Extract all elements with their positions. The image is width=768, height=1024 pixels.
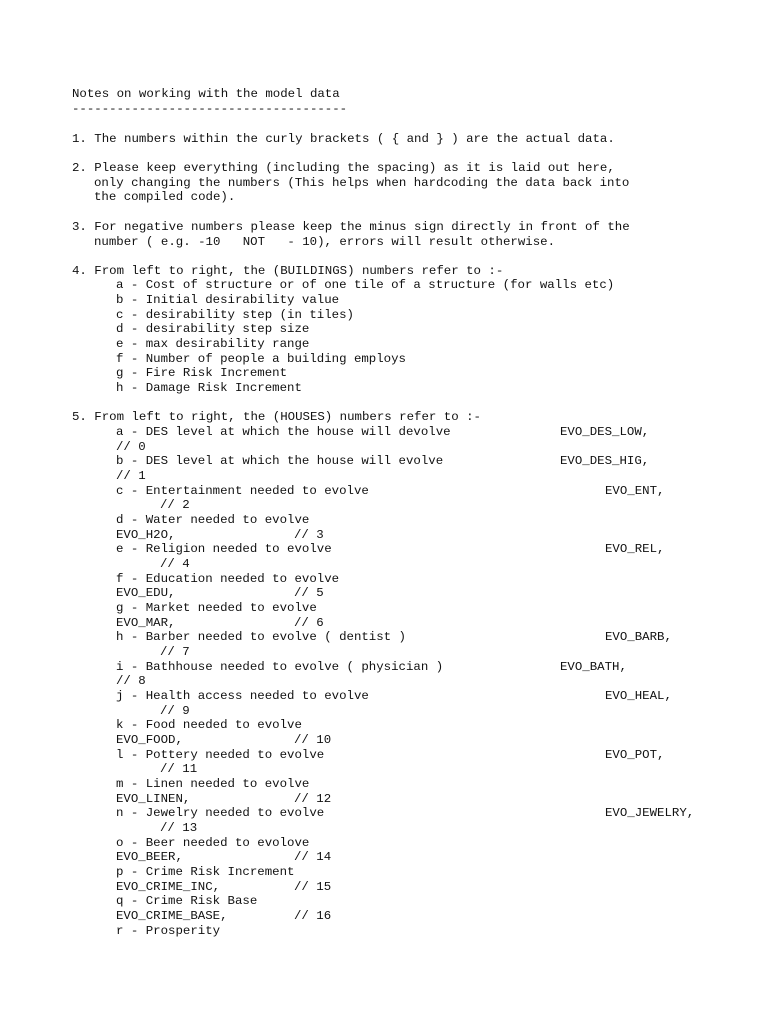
houses-item-c-code: EVO_ENT,: [605, 484, 665, 498]
houses-item-h-comment: // 7: [160, 645, 190, 659]
houses-item-l-desc: l - Pottery needed to evolve: [116, 748, 325, 762]
houses-item-e-desc: e - Religion needed to evolve: [116, 542, 332, 556]
houses-item-e-comment: // 4: [160, 557, 190, 571]
houses-item-q-code: EVO_CRIME_BASE,: [116, 909, 228, 923]
houses-item-j-comment: // 9: [160, 704, 190, 718]
houses-item-k-comment: // 10: [294, 733, 332, 747]
houses-item-f-comment: // 5: [294, 586, 324, 600]
houses-item-j-code: EVO_HEAL,: [605, 689, 672, 703]
houses-item-f-desc: f - Education needed to evolve: [116, 572, 340, 586]
houses-item-f-code: EVO_EDU,: [116, 586, 176, 600]
houses-item-n-desc: n - Jewelry needed to evolve: [116, 806, 325, 820]
buildings-item-h: h - Damage Risk Increment: [116, 381, 302, 395]
houses-item-j-desc: j - Health access needed to evolve: [116, 689, 369, 703]
note-4-heading: 4. From left to right, the (BUILDINGS) numbers refer to :-: [72, 264, 504, 278]
houses-item-g-code: EVO_MAR,: [116, 616, 176, 630]
buildings-item-a: a - Cost of structure or of one tile of a structure (for walls etc): [116, 278, 615, 292]
houses-item-i-desc: i - Bathhouse needed to evolve ( physician ): [116, 660, 444, 674]
houses-item-q-desc: q - Crime Risk Base: [116, 894, 258, 908]
houses-item-b-desc: b - DES level at which the house will evolve: [116, 454, 444, 468]
houses-item-p-desc: p - Crime Risk Increment: [116, 865, 295, 879]
title-underline: -------------------------------------: [72, 102, 348, 116]
buildings-item-b: b - Initial desirability value: [116, 293, 340, 307]
buildings-item-d: d - desirability step size: [116, 322, 310, 336]
houses-item-c-comment: // 2: [160, 498, 190, 512]
houses-item-d-desc: d - Water needed to evolve: [116, 513, 310, 527]
houses-item-n-comment: // 13: [160, 821, 198, 835]
buildings-item-c: c - desirability step (in tiles): [116, 308, 354, 322]
note-5-heading: 5. From left to right, the (HOUSES) numbers refer to :-: [72, 410, 481, 424]
note-2-line-1: 2. Please keep everything (including the spacing) as it is laid out here,: [72, 161, 615, 175]
houses-item-e-code: EVO_REL,: [605, 542, 665, 556]
note-2-line-2: only changing the numbers (This helps when hardcoding the data back into: [94, 176, 630, 190]
houses-item-b-code: EVO_DES_HIG,: [560, 454, 650, 468]
houses-item-i-code: EVO_BATH,: [560, 660, 627, 674]
document-title: Notes on working with the model data: [72, 87, 340, 101]
houses-item-g-comment: // 6: [294, 616, 324, 630]
buildings-item-f: f - Number of people a building employs: [116, 352, 406, 366]
houses-item-o-comment: // 14: [294, 850, 332, 864]
note-3-line-2: number ( e.g. -10 NOT - 10), errors will result otherwise.: [94, 235, 556, 249]
houses-item-i-comment: // 8: [116, 674, 146, 688]
houses-item-q-comment: // 16: [294, 909, 332, 923]
buildings-item-g: g - Fire Risk Increment: [116, 366, 288, 380]
houses-item-c-desc: c - Entertainment needed to evolve: [116, 484, 369, 498]
houses-item-o-code: EVO_BEER,: [116, 850, 183, 864]
houses-item-m-comment: // 12: [294, 792, 332, 806]
note-3-line-1: 3. For negative numbers please keep the minus sign directly in front of the: [72, 220, 630, 234]
houses-item-b-comment: // 1: [116, 469, 146, 483]
houses-item-h-desc: h - Barber needed to evolve ( dentist ): [116, 630, 406, 644]
houses-item-d-comment: // 3: [294, 528, 324, 542]
houses-item-g-desc: g - Market needed to evolve: [116, 601, 317, 615]
houses-item-h-code: EVO_BARB,: [605, 630, 672, 644]
houses-item-d-code: EVO_H2O,: [116, 528, 176, 542]
houses-item-m-desc: m - Linen needed to evolve: [116, 777, 310, 791]
houses-item-a-desc: a - DES level at which the house will devolve: [116, 425, 451, 439]
houses-item-n-code: EVO_JEWELRY,: [605, 806, 695, 820]
houses-item-a-code: EVO_DES_LOW,: [560, 425, 650, 439]
note-1: 1. The numbers within the curly brackets ( { and } ) are the actual data.: [72, 132, 615, 146]
houses-item-p-code: EVO_CRIME_INC,: [116, 880, 221, 894]
houses-item-l-code: EVO_POT,: [605, 748, 665, 762]
houses-item-a-comment: // 0: [116, 440, 146, 454]
houses-item-p-comment: // 15: [294, 880, 332, 894]
houses-item-m-code: EVO_LINEN,: [116, 792, 191, 806]
houses-item-k-desc: k - Food needed to evolve: [116, 718, 302, 732]
houses-item-k-code: EVO_FOOD,: [116, 733, 183, 747]
houses-item-o-desc: o - Beer needed to evolove: [116, 836, 310, 850]
buildings-item-e: e - max desirability range: [116, 337, 310, 351]
houses-item-l-comment: // 11: [160, 762, 198, 776]
note-2-line-3: the compiled code).: [94, 190, 236, 204]
houses-item-r-desc: r - Prosperity: [116, 924, 221, 938]
